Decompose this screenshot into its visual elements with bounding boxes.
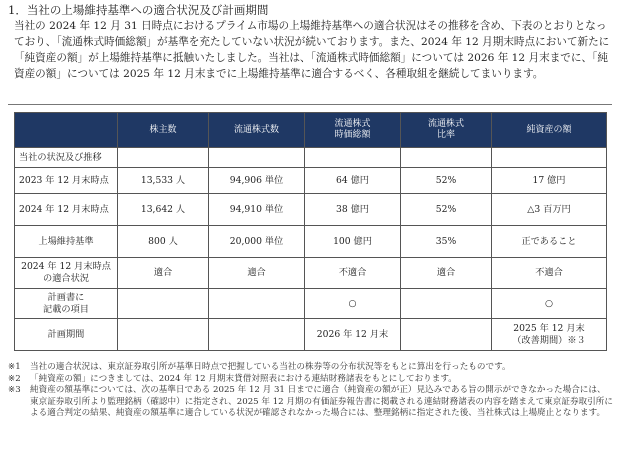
intro-paragraph: 当社の 2024 年 12 月 31 日時点におけるプライム市場の上場維持基準への適合状況はその推移を含め、下表のとおりとなっており、「流通株式時価総額」が基準を充たしていない状況が続いております。また、2024 年 12 月期末時点において新たに「純資産の額」が上場維持基準に抵触いたしました。当社は、「流通株式時価総額」については 2026 年 12 月末までに、「純資産の額」については 2025 年 12 月末までに上場維持基準に適合するべく、各種取組を継続してまいります。 bbox=[14, 20, 610, 80]
table-row bbox=[15, 258, 607, 289]
row-label: 2024 年 12 月末時点 bbox=[15, 194, 118, 226]
table-cell bbox=[401, 289, 492, 319]
footnote-text: 当社の適合状況は、東京証券取引所が基準日時点で把握している当社の株券等の分布状況等をもとに算出を行ったものです。 bbox=[30, 362, 511, 372]
footnote-mark: ※2 bbox=[8, 373, 21, 384]
listing-criteria-table bbox=[14, 112, 607, 351]
table-cell bbox=[401, 319, 492, 351]
footnote-text: 純資産の額基準については、次の基準日である 2025 年 12 月 31 日までに適合（純資産の額が正）見込みである旨の開示ができなかった場合には、東京証券取引所より監理銘柄（確認中）に指定され、2025 年 12 月期の有価証券報告書に掲載される連結財務諸表の内容を踏まえて東京証券取引所による適合判定の結果、純資産の額基準に適合している状況が確認されなかった場合には、整理銘柄に指定された後、当社株式は上場廃止となります。 bbox=[30, 385, 613, 418]
table-cell: ○ bbox=[305, 289, 401, 319]
table-row bbox=[15, 194, 607, 226]
row-label: 2024 年 12 月末時点 の適合状況 bbox=[15, 258, 118, 289]
table-cell: 800 人 bbox=[118, 226, 209, 258]
header-cell bbox=[15, 113, 118, 148]
row-label: 計画書に 記載の項目 bbox=[15, 289, 118, 319]
table-row bbox=[15, 226, 607, 258]
table-cell: 正であること bbox=[492, 226, 607, 258]
table-cell: 不適合 bbox=[492, 258, 607, 289]
footnotes bbox=[8, 362, 614, 420]
table-cell: 適合 bbox=[209, 258, 305, 289]
header-cell: 流通株式数 bbox=[209, 113, 305, 148]
table-cell: 52% bbox=[401, 194, 492, 226]
table-header-row bbox=[15, 113, 607, 148]
table-cell: 38 億円 bbox=[305, 194, 401, 226]
header-cell: 株主数 bbox=[118, 113, 209, 148]
row-label: 2023 年 12 月末時点 bbox=[15, 168, 118, 194]
footnote bbox=[8, 362, 614, 374]
table-cell: 13,642 人 bbox=[118, 194, 209, 226]
table-cell: 35% bbox=[401, 226, 492, 258]
table-cell: 適合 bbox=[118, 258, 209, 289]
section-label: 当社の状況及び推移 bbox=[15, 148, 118, 168]
table-cell: ○ bbox=[492, 289, 607, 319]
table-cell bbox=[118, 319, 209, 351]
table-row bbox=[15, 168, 607, 194]
row-label: 上場維持基準 bbox=[15, 226, 118, 258]
section-heading: 1．当社の上場維持基準への適合状況及び計画期間 bbox=[8, 3, 269, 17]
footnote bbox=[8, 374, 614, 386]
footnote-mark: ※1 bbox=[8, 362, 21, 372]
table-cell: 94,910 単位 bbox=[209, 194, 305, 226]
table-cell: 不適合 bbox=[305, 258, 401, 289]
footnote-mark: ※3 bbox=[8, 385, 21, 395]
row-label: 計画期間 bbox=[15, 319, 118, 351]
table-cell: 64 億円 bbox=[305, 168, 401, 194]
table-cell bbox=[209, 289, 305, 319]
footnote bbox=[8, 385, 614, 420]
table-row bbox=[15, 289, 607, 319]
table-cell: 100 億円 bbox=[305, 226, 401, 258]
table-cell: 17 億円 bbox=[492, 168, 607, 194]
table-cell bbox=[118, 289, 209, 319]
table-cell bbox=[209, 319, 305, 351]
header-cell: 純資産の額 bbox=[492, 113, 607, 148]
table-section-row bbox=[15, 148, 607, 168]
table-cell: 2025 年 12 月末 （改善期間）※３ bbox=[492, 319, 607, 351]
footnote-text: 「純資産の額」につきましては、2024 年 12 月期末貸借対照表における連結財務諸表をもとにしております。 bbox=[30, 373, 457, 384]
table-cell: 適合 bbox=[401, 258, 492, 289]
table-cell: △3 百万円 bbox=[492, 194, 607, 226]
table-cell: 2026 年 12 月末 bbox=[305, 319, 401, 351]
header-cell: 流通株式 比率 bbox=[401, 113, 492, 148]
table-row bbox=[15, 319, 607, 351]
table-cell: 52% bbox=[401, 168, 492, 194]
table-cell: 94,906 単位 bbox=[209, 168, 305, 194]
header-cell: 流通株式 時価総額 bbox=[305, 113, 401, 148]
table-cell: 20,000 単位 bbox=[209, 226, 305, 258]
table-cell: 13,533 人 bbox=[118, 168, 209, 194]
divider bbox=[8, 104, 612, 105]
